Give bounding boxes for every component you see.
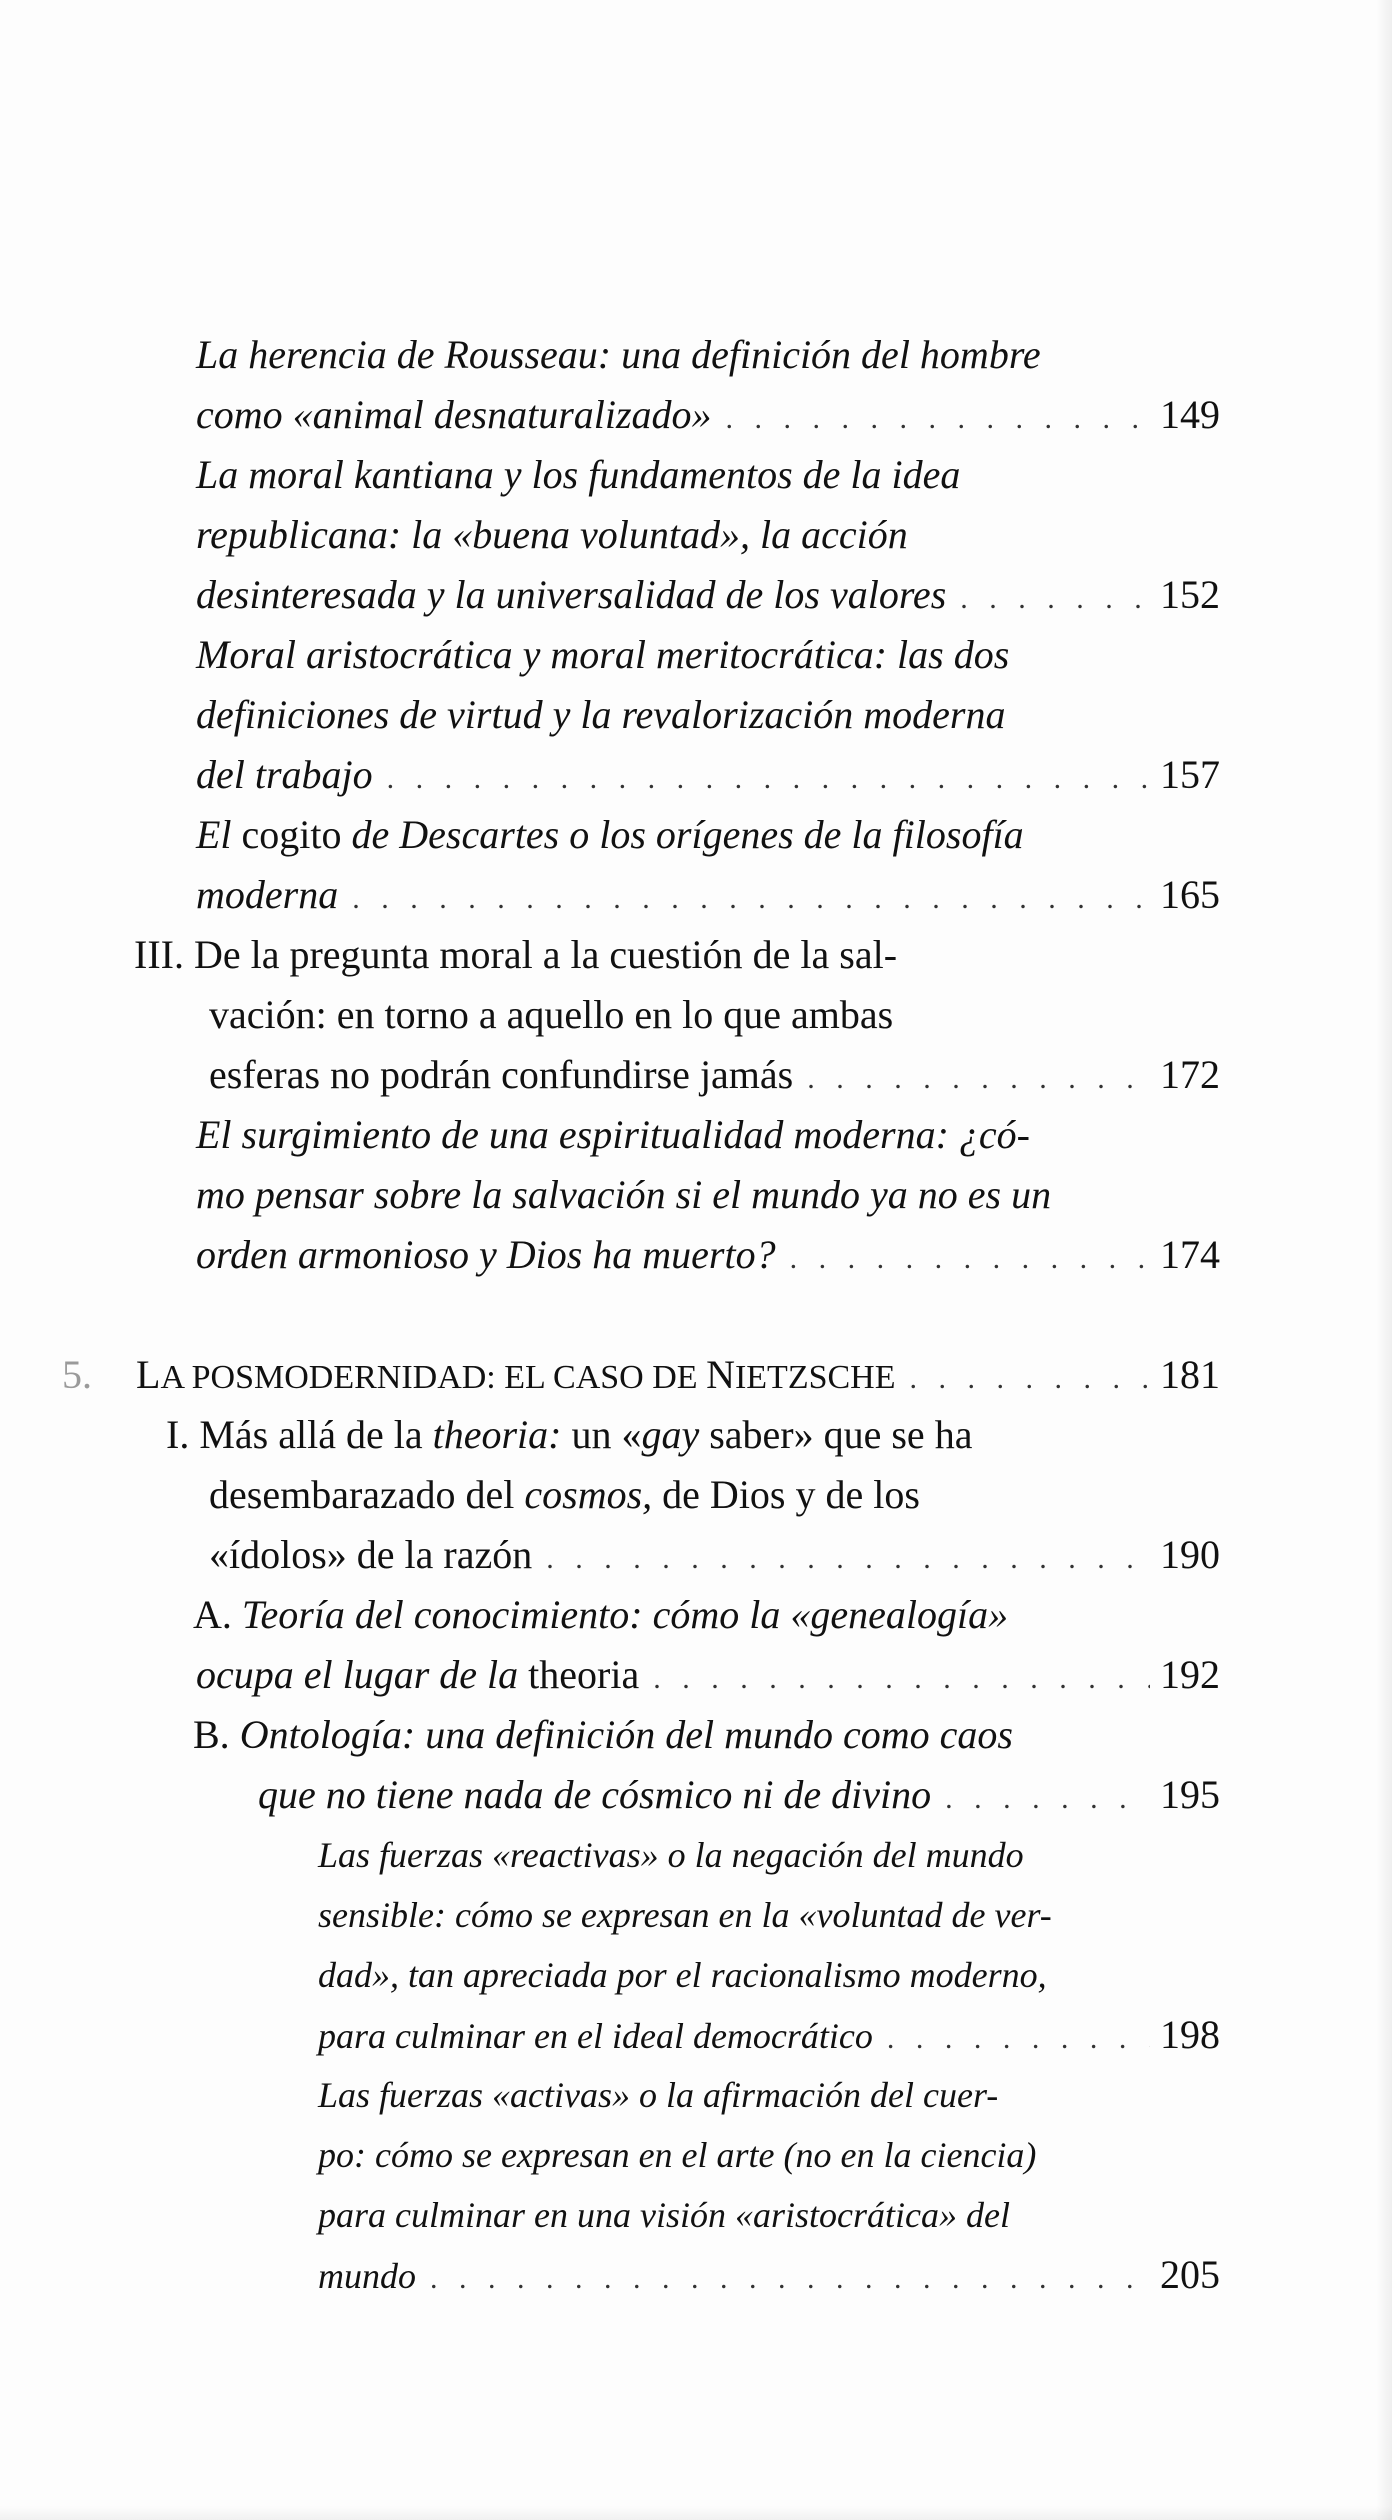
toc-subsection-a-line-2 <box>196 1645 1220 1705</box>
page-number: 195 <box>1160 1772 1220 1817</box>
page-number: 192 <box>1160 1652 1220 1697</box>
toc-text-italic: gay <box>641 1412 700 1457</box>
toc-entry-rousseau-line-1: La herencia de Rousseau: una definición del hombre <box>196 332 1041 377</box>
toc-entry-activas-line-4 <box>318 2245 1220 2305</box>
toc-section-i-line-1 <box>166 1405 1220 1465</box>
dot-leader <box>960 569 1150 629</box>
toc-entry-espiritualidad-line-3 <box>196 1225 1220 1285</box>
chapter-title-smallcaps: IETZSCHE <box>734 1359 896 1396</box>
toc-text: un « <box>571 1412 642 1457</box>
page-number: 205 <box>1160 2252 1220 2297</box>
page-edge-shadow <box>1376 0 1392 2520</box>
toc-entry-text: desinteresada y la universalidad de los valores <box>196 572 947 617</box>
toc-text: de Descartes o los orígenes de la filosofía <box>351 812 1024 857</box>
chapter-title-cap: L <box>136 1352 161 1397</box>
dot-leader <box>945 1769 1150 1829</box>
toc-entry-rousseau-line-2 <box>196 385 1220 445</box>
toc-entry-activas-line-3: para culminar en una visión «aristocrática» del <box>318 2195 1010 2235</box>
toc-section-i-line-2 <box>209 1465 1220 1525</box>
section-number: I. <box>166 1412 190 1457</box>
toc-text-roman: cogito <box>241 812 342 857</box>
chapter-5-heading <box>62 1345 1220 1405</box>
page-bottom-shadow <box>0 2506 1392 2520</box>
chapter-number: 5. <box>62 1352 92 1397</box>
dot-leader <box>790 1229 1150 1289</box>
toc-text-italic: Teoría del conocimiento: cómo la «genealogía» <box>241 1592 1009 1637</box>
page-number: 172 <box>1160 1052 1220 1097</box>
toc-text-italic: cosmos, <box>524 1472 653 1517</box>
toc-entry-kant-line-2: republicana: la «buena voluntad», la acción <box>196 512 908 557</box>
toc-entry-text <box>196 1645 639 1705</box>
toc-entry-text: que no tiene nada de cósmico ni de divino <box>258 1772 932 1817</box>
toc-entry-text: mundo <box>318 2256 416 2296</box>
toc-entry-descartes-line-2 <box>196 865 1220 925</box>
toc-entry-moral-line-3 <box>196 745 1220 805</box>
dot-leader <box>910 1349 1151 1409</box>
toc-section-iii-line-2: vación: en torno a aquello en lo que ambas <box>209 992 894 1037</box>
page-number: 149 <box>1160 392 1220 437</box>
toc-entry-moral-line-1: Moral aristocrática y moral meritocrática: las dos <box>196 632 1010 677</box>
toc-text-italic: ocupa el lugar de la <box>196 1652 519 1697</box>
section-number: III. <box>134 932 184 977</box>
toc-section-iii-line-3 <box>209 1045 1220 1105</box>
dot-leader <box>352 869 1150 929</box>
toc-entry-moral-line-2: definiciones de virtud y la revalorización moderna <box>196 692 1006 737</box>
toc-text: desembarazado del <box>209 1472 515 1517</box>
toc-text: saber» que se ha <box>699 1412 973 1457</box>
toc-entry-text: orden armonioso y Dios ha muerto? <box>196 1232 776 1277</box>
toc-text: theoria <box>528 1652 640 1697</box>
toc-entry-reactivas-line-4 <box>318 2005 1220 2065</box>
toc-text: de Dios y de los <box>662 1472 920 1517</box>
toc-entry-reactivas-line-2: sensible: cómo se expresan en la «voluntad de ver- <box>318 1895 1052 1935</box>
page-number: 190 <box>1160 1532 1220 1577</box>
toc-entry-activas-line-1: Las fuerzas «activas» o la afirmación del cuer- <box>318 2075 999 2115</box>
toc-subsection-b-line-2 <box>258 1765 1220 1825</box>
dot-leader <box>807 1049 1150 1109</box>
toc-entry-text: «ídolos» de la razón <box>209 1532 533 1577</box>
chapter-title-cap: N <box>706 1352 735 1397</box>
toc-entry-text: del trabajo <box>196 752 373 797</box>
toc-entry-kant-line-3 <box>196 565 1220 625</box>
toc-entry-espiritualidad-line-2: mo pensar sobre la salvación si el mundo ya no es un <box>196 1172 1052 1217</box>
page-number: 174 <box>1160 1232 1220 1277</box>
section-number: A. <box>193 1592 232 1637</box>
toc-entry-text: esferas no podrán confundirse jamás <box>209 1052 794 1097</box>
chapter-title-smallcaps: A POSMODERNIDAD: EL CASO DE <box>160 1359 707 1396</box>
toc-text-italic: Ontología: una definición del mundo como caos <box>239 1712 1013 1757</box>
toc-text: El <box>196 812 232 857</box>
page-number: 152 <box>1160 572 1220 617</box>
toc-entry-text: como «animal desnaturalizado» <box>196 392 712 437</box>
toc-entry-espiritualidad-line-1: El surgimiento de una espiritualidad moderna: ¿có- <box>196 1112 1030 1157</box>
chapter-title <box>136 1345 896 1408</box>
page-number: 165 <box>1160 872 1220 917</box>
toc-entry-reactivas-line-3: dad», tan apreciada por el racionalismo moderno, <box>318 1955 1047 1995</box>
toc-entry-text: para culminar en el ideal democrático <box>318 2016 873 2056</box>
toc-section-iii-line-1 <box>134 925 1220 985</box>
page-number: 157 <box>1160 752 1220 797</box>
toc-entry-text: moderna <box>196 872 339 917</box>
toc-subsection-b-line-1 <box>193 1705 1220 1765</box>
toc-entry-activas-line-2: po: cómo se expresan en el arte (no en la ciencia) <box>318 2135 1037 2175</box>
dot-leader <box>887 2009 1150 2069</box>
toc-text: De la pregunta moral a la cuestión de la sal- <box>193 932 898 977</box>
section-number: B. <box>193 1712 230 1757</box>
toc-text-italic: theoria: <box>432 1412 562 1457</box>
page-number: 181 <box>1160 1352 1220 1397</box>
toc-entry-reactivas-line-1: Las fuerzas «reactivas» o la negación del mundo <box>318 1835 1024 1875</box>
toc-text: Más allá de la <box>199 1412 423 1457</box>
toc-entry-descartes-line-1 <box>196 805 1220 865</box>
toc-section-i-line-3 <box>209 1525 1220 1585</box>
dot-leader <box>726 389 1150 449</box>
dot-leader <box>546 1529 1150 1589</box>
toc-subsection-a-line-1 <box>193 1585 1220 1645</box>
dot-leader <box>430 2249 1150 2309</box>
dot-leader <box>653 1649 1150 1709</box>
toc-entry-kant-line-1: La moral kantiana y los fundamentos de la idea <box>196 452 961 497</box>
dot-leader <box>387 749 1150 809</box>
page-number: 198 <box>1160 2012 1220 2057</box>
